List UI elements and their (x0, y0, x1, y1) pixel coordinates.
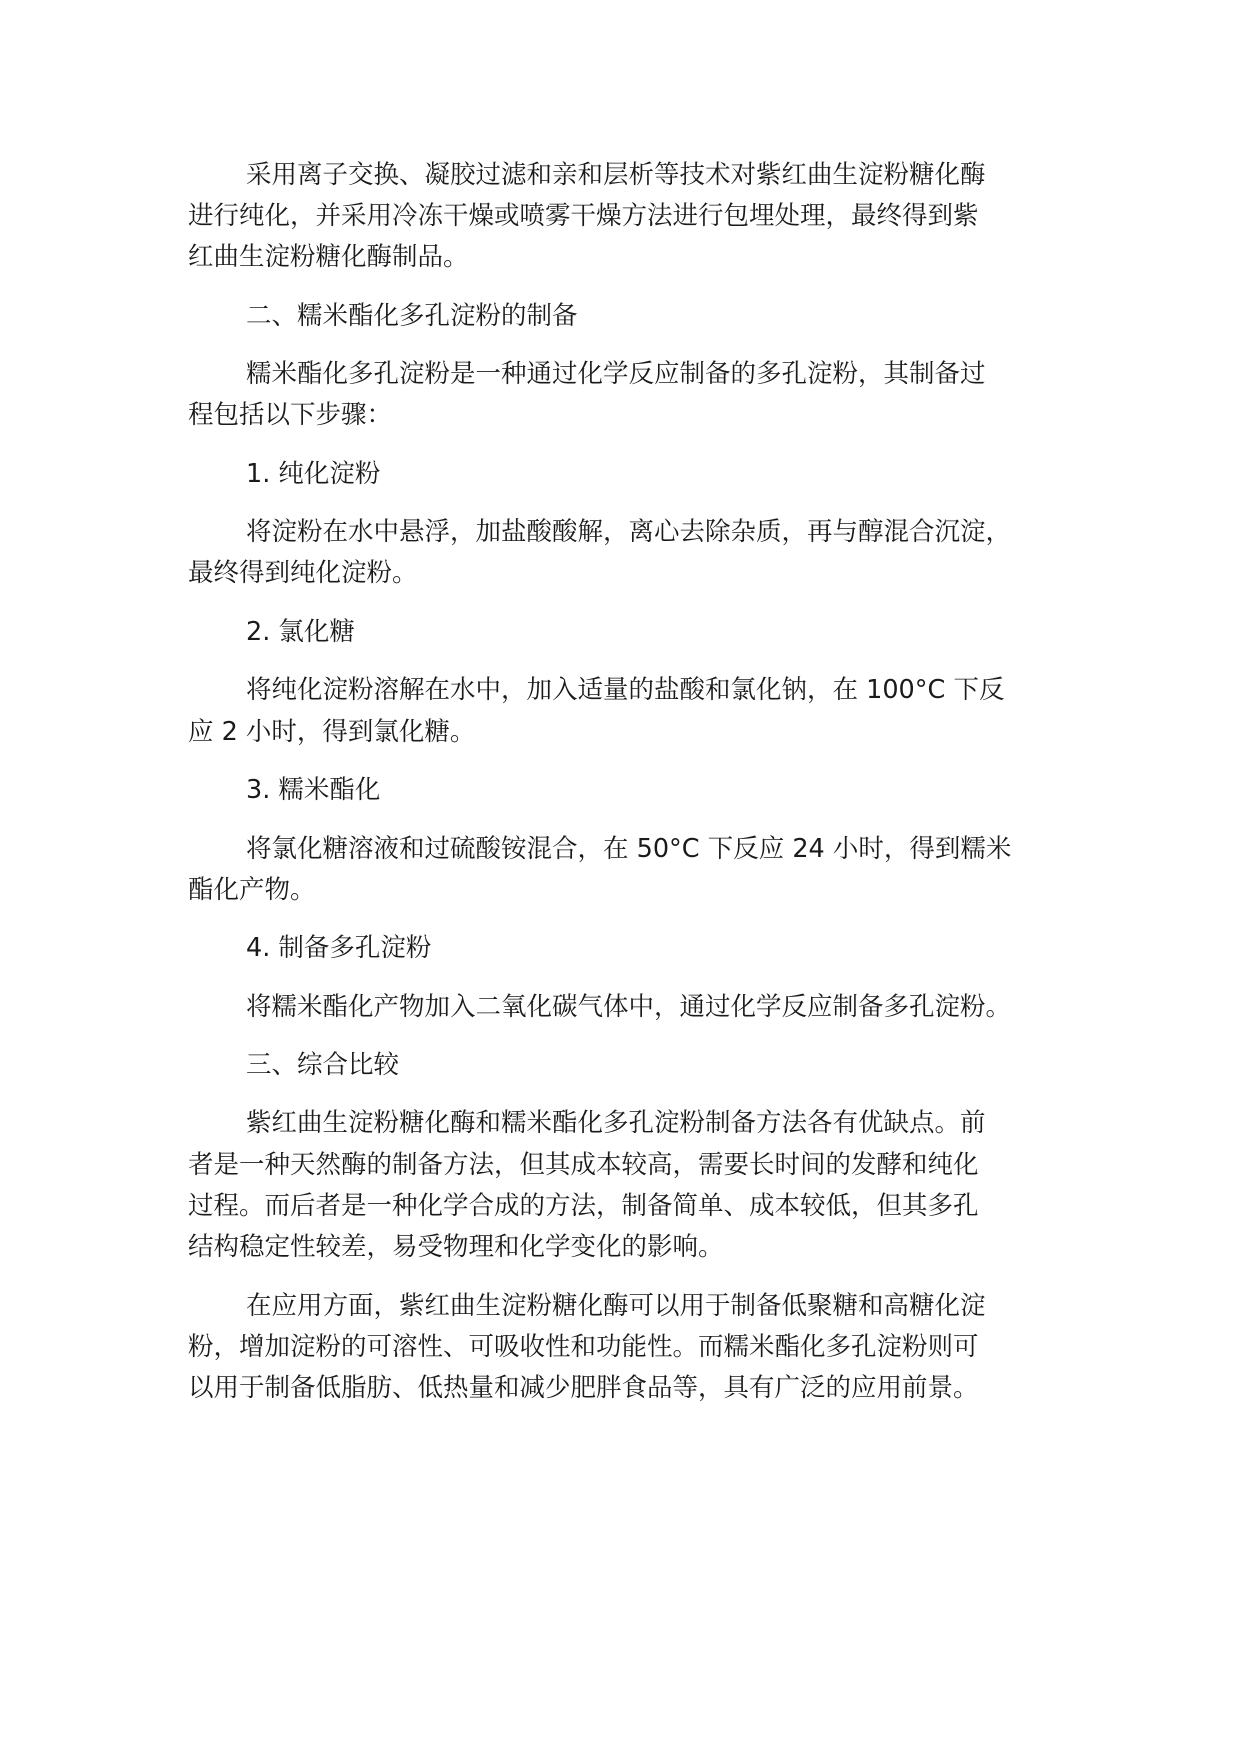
paragraph-line: 采用离子交换、凝胶过滤和亲和层析等技术对紫红曲生淀粉糖化酶 (246, 160, 986, 190)
paragraph-line: 过程。而后者是一种化学合成的方法，制备简单、成本较低，但其多孔 (188, 1191, 979, 1221)
paragraph-line: 者是一种天然酶的制备方法，但其成本较高，需要长时间的发酵和纯化 (188, 1150, 979, 1180)
paragraph-line: 应 2 小时，得到氯化糖。 (188, 717, 476, 747)
paragraph-line: 程包括以下步骤： (188, 400, 393, 430)
paragraph-line: 最终得到纯化淀粉。 (188, 558, 418, 588)
section-heading: 三、综合比较 (246, 1050, 400, 1080)
paragraph-line: 将纯化淀粉溶解在水中，加入适量的盐酸和氯化钠，在 100°C 下反 (246, 675, 1005, 705)
paragraph-line: 将氯化糖溶液和过硫酸铵混合，在 50°C 下反应 24 小时，得到糯米 (246, 834, 1012, 864)
paragraph-line: 将淀粉在水中悬浮，加盐酸酸解，离心去除杂质，再与醇混合沉淀， (246, 517, 1012, 547)
paragraph-line: 进行纯化，并采用冷冻干燥或喷雾干燥方法进行包埋处理，最终得到紫 (188, 201, 979, 231)
step-heading: 1. 纯化淀粉 (246, 459, 381, 489)
step-heading: 4. 制备多孔淀粉 (246, 933, 432, 963)
paragraph-line: 糯米酯化多孔淀粉是一种通过化学反应制备的多孔淀粉，其制备过 (246, 359, 986, 389)
section-heading: 二、糯米酯化多孔淀粉的制备 (246, 301, 578, 331)
paragraph-line: 将糯米酯化产物加入二氧化碳气体中，通过化学反应制备多孔淀粉。 (246, 992, 1012, 1022)
step-heading: 3. 糯米酯化 (246, 775, 381, 805)
paragraph-line: 酯化产物。 (188, 875, 316, 905)
step-heading: 2. 氯化糖 (246, 617, 355, 647)
paragraph-line: 粉，增加淀粉的可溶性、可吸收性和功能性。而糯米酯化多孔淀粉则可 (188, 1332, 979, 1362)
paragraph-line: 紫红曲生淀粉糖化酶和糯米酯化多孔淀粉制备方法各有优缺点。前 (246, 1108, 986, 1138)
paragraph-line: 红曲生淀粉糖化酶制品。 (188, 242, 469, 272)
paragraph-line: 在应用方面，紫红曲生淀粉糖化酶可以用于制备低聚糖和高糖化淀 (246, 1291, 986, 1321)
paragraph-line: 以用于制备低脂肪、低热量和减少肥胖食品等，具有广泛的应用前景。 (188, 1373, 979, 1403)
paragraph-line: 结构稳定性较差，易受物理和化学变化的影响。 (188, 1232, 724, 1262)
